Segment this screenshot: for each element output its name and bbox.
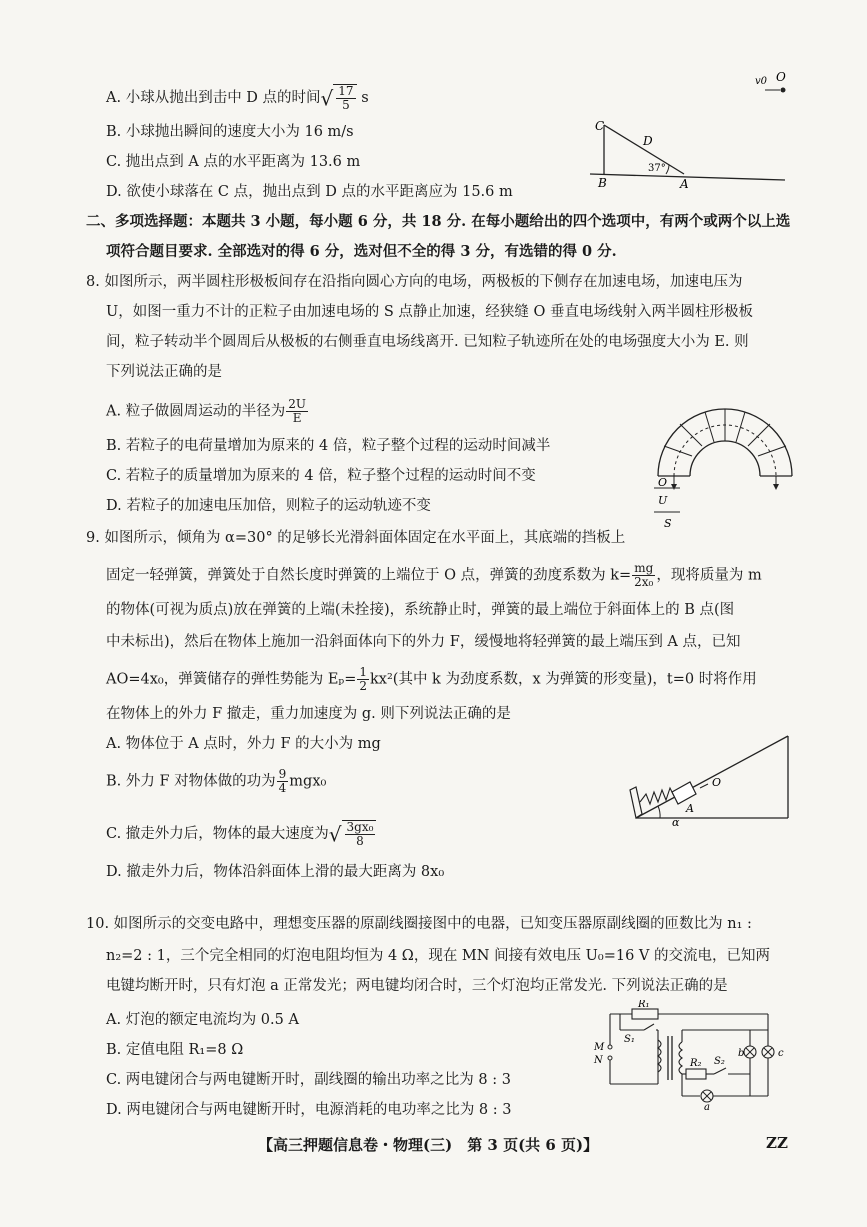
q8-option-d: D. 若粒子的加速电压加倍，则粒子的运动轨迹不变 — [106, 498, 431, 514]
q7-fig-o: O — [776, 70, 786, 84]
q7-fig-angle: 37° — [648, 163, 666, 174]
q9-stem-4: 中未标出)，然后在物体上施加一沿斜面体向下的外力 F，缓慢地将轻弹簧的最上端压到 A 点，已知 — [106, 634, 741, 650]
q10-option-d: D. 两电键闭合与两电键断开时，电源消耗的电功率之比为 8 : 3 — [106, 1102, 512, 1118]
q8-option-b: B. 若粒子的电荷量增加为原来的 4 倍，粒子整个过程的运动时间减半 — [106, 438, 551, 454]
q7-a-den: 5 — [342, 98, 350, 112]
q9-option-b-post: mgx₀ — [289, 773, 327, 790]
q8-a-num: 2U — [288, 397, 306, 411]
q9-k-num: mg — [632, 562, 655, 576]
q7-a-num: 17 — [338, 84, 354, 98]
q7-figure — [580, 70, 800, 190]
q9-c-den: 8 — [356, 834, 364, 848]
q8-option-a — [106, 398, 309, 425]
q7-option-c: C. 抛出点到 A 点的水平距离为 13.6 m — [106, 154, 361, 170]
q8-fig-s: S — [664, 517, 672, 530]
q10-fig-n: N — [594, 1055, 603, 1066]
q7-fig-c: C — [595, 119, 605, 133]
q10-option-a: A. 灯泡的额定电流均为 0.5 A — [106, 1012, 299, 1028]
q8-stem-1: 8. 如图所示，两半圆柱形极板间存在沿指向圆心方向的电场，两极板的下侧存在加速电场，加速电压为 — [86, 274, 743, 290]
q8-stem-3: 间，粒子转动半个圆周后从极板的右侧垂直电场线离开. 已知粒子轨迹所在处的电场强度大小为 E. 则 — [106, 334, 749, 350]
q7-fig-v0: v0 — [755, 76, 768, 87]
q9-option-d: D. 撤走外力后，物体沿斜面体上滑的最大距离为 8x₀ — [106, 864, 445, 880]
q10-stem-2: n₂=2 : 1，三个完全相同的灯泡电阻均恒为 4 Ω，现在 MN 间接有效电压 U₀=16 V 的交流电，已知两 — [106, 948, 771, 964]
q9-b-num: 9 — [278, 767, 287, 781]
q10-stem-1: 10. 如图所示的交变电路中，理想变压器的原副线圈接图中的电器，已知变压器原副线圈的匝数比为 n₁ : — [86, 916, 752, 932]
q9-option-c-pre: C. 撤走外力后，物体的最大速度为 — [106, 826, 329, 842]
q7-fig-d: D — [643, 134, 653, 148]
q10-fig-a: a — [704, 1102, 710, 1110]
q8-a-den: E — [292, 411, 302, 425]
q9-stem-2-post: ，现将质量为 m — [656, 567, 762, 584]
q8-fig-o: O — [658, 476, 668, 489]
q9-option-a: A. 物体位于 A 点时，外力 F 的大小为 mg — [106, 736, 381, 752]
q8-fig-u: U — [658, 494, 668, 507]
q10-option-c: C. 两电键闭合与两电键断开时，副线圈的输出功率之比为 8 : 3 — [106, 1072, 511, 1088]
q10-fig-c: c — [778, 1048, 784, 1059]
q10-stem-3: 电键均断开时，只有灯泡 a 正常发光；两电键均闭合时，三个灯泡均正常发光. 下列说法正确的是 — [106, 978, 728, 994]
sqrt-sign: √ $\frac{\text{3gx₀}}{8}$ — [329, 820, 377, 848]
page-footer-title: 【高三押题信息卷・物理(三) 第 3 页(共 6 页)】 — [258, 1136, 599, 1154]
q9-c-num: 3gx₀ — [346, 820, 374, 834]
q8-stem-2: U，如图一重力不计的正粒子由加速电场的 S 点静止加速，经狭缝 O 垂直电场线射入两半圆柱形极板 — [106, 304, 753, 320]
q7-fig-b: B — [598, 176, 607, 190]
q9-figure — [620, 730, 795, 830]
q9-fig-alpha: α — [672, 816, 680, 829]
q7-option-a-text: A. 小球从抛出到击中 D 点的时间 — [106, 90, 321, 106]
q8-figure — [650, 388, 800, 533]
q7-option-a — [106, 84, 369, 112]
q9-stem-3: 的物体(可视为质点)放在弹簧的上端(未拴接)，系统静止时，弹簧的最上端位于斜面体上的 B 点(图 — [106, 602, 735, 618]
section2-heading-line2: 项符合题目要求. 全部选对的得 6 分，选对但不全的得 3 分，有选错的得 0 分. — [106, 243, 617, 260]
q9-option-b — [106, 768, 326, 795]
q7-option-d: D. 欲使小球落在 C 点，抛出点到 D 点的水平距离应为 15.6 m — [106, 184, 513, 200]
q9-stem-1: 9. 如图所示，倾角为 α=30° 的足够长光滑斜面体固定在水平面上，其底端的挡板上 — [86, 530, 626, 546]
q10-fig-b: b — [738, 1048, 745, 1059]
q9-option-c — [106, 820, 376, 848]
q9-stem-5-pre: AO=4x₀，弹簧储存的弹性势能为 Eₚ= — [106, 671, 357, 688]
q10-fig-r2: R₂ — [690, 1058, 702, 1069]
q9-stem-5-post: kx²(其中 k 为劲度系数，x 为弹簧的形变量)，t=0 时将作用 — [370, 671, 757, 688]
q9-stem-2 — [106, 562, 762, 589]
q9-fig-o: O — [712, 776, 722, 789]
sqrt-sign: √ $\frac{17}{5}$ — [321, 84, 357, 112]
q7-a-unit: s — [361, 90, 369, 106]
q8-stem-4: 下列说法正确的是 — [106, 364, 222, 380]
q9-stem-2-pre: 固定一轻弹簧，弹簧处于自然长度时弹簧的上端位于 O 点，弹簧的劲度系数为 k= — [106, 567, 632, 584]
q10-figure — [590, 1000, 795, 1110]
page-footer-code: ZZ — [766, 1134, 788, 1152]
section2-heading-line1: 二、多项选择题：本题共 3 小题，每小题 6 分，共 18 分. 在每小题给出的四个选项中，有两个或两个以上选 — [86, 213, 791, 230]
q10-fig-r1: R₁ — [638, 1000, 650, 1010]
q8-option-a-text: A. 粒子做圆周运动的半径为 — [106, 403, 286, 420]
q9-k-den: 2x₀ — [634, 575, 654, 589]
q9-ep-den: 2 — [359, 679, 368, 693]
q10-fig-s1: S₁ — [624, 1034, 635, 1045]
q9-stem-5 — [106, 666, 757, 693]
q9-b-den: 4 — [278, 781, 287, 795]
q10-fig-m: M — [594, 1042, 605, 1053]
q10-option-b: B. 定值电阻 R₁=8 Ω — [106, 1042, 244, 1058]
q8-option-c: C. 若粒子的质量增加为原来的 4 倍，粒子整个过程的运动时间不变 — [106, 468, 536, 484]
q9-ep-num: 1 — [359, 665, 368, 679]
q7-fig-a: A — [680, 177, 689, 190]
q9-option-b-pre: B. 外力 F 对物体做的功为 — [106, 773, 276, 790]
q9-stem-6: 在物体上的外力 F 撤走，重力加速度为 g. 则下列说法正确的是 — [106, 706, 511, 722]
q10-fig-s2: S₂ — [714, 1056, 725, 1067]
q9-fig-a: A — [686, 802, 694, 815]
q7-option-b: B. 小球抛出瞬间的速度大小为 16 m/s — [106, 124, 354, 140]
